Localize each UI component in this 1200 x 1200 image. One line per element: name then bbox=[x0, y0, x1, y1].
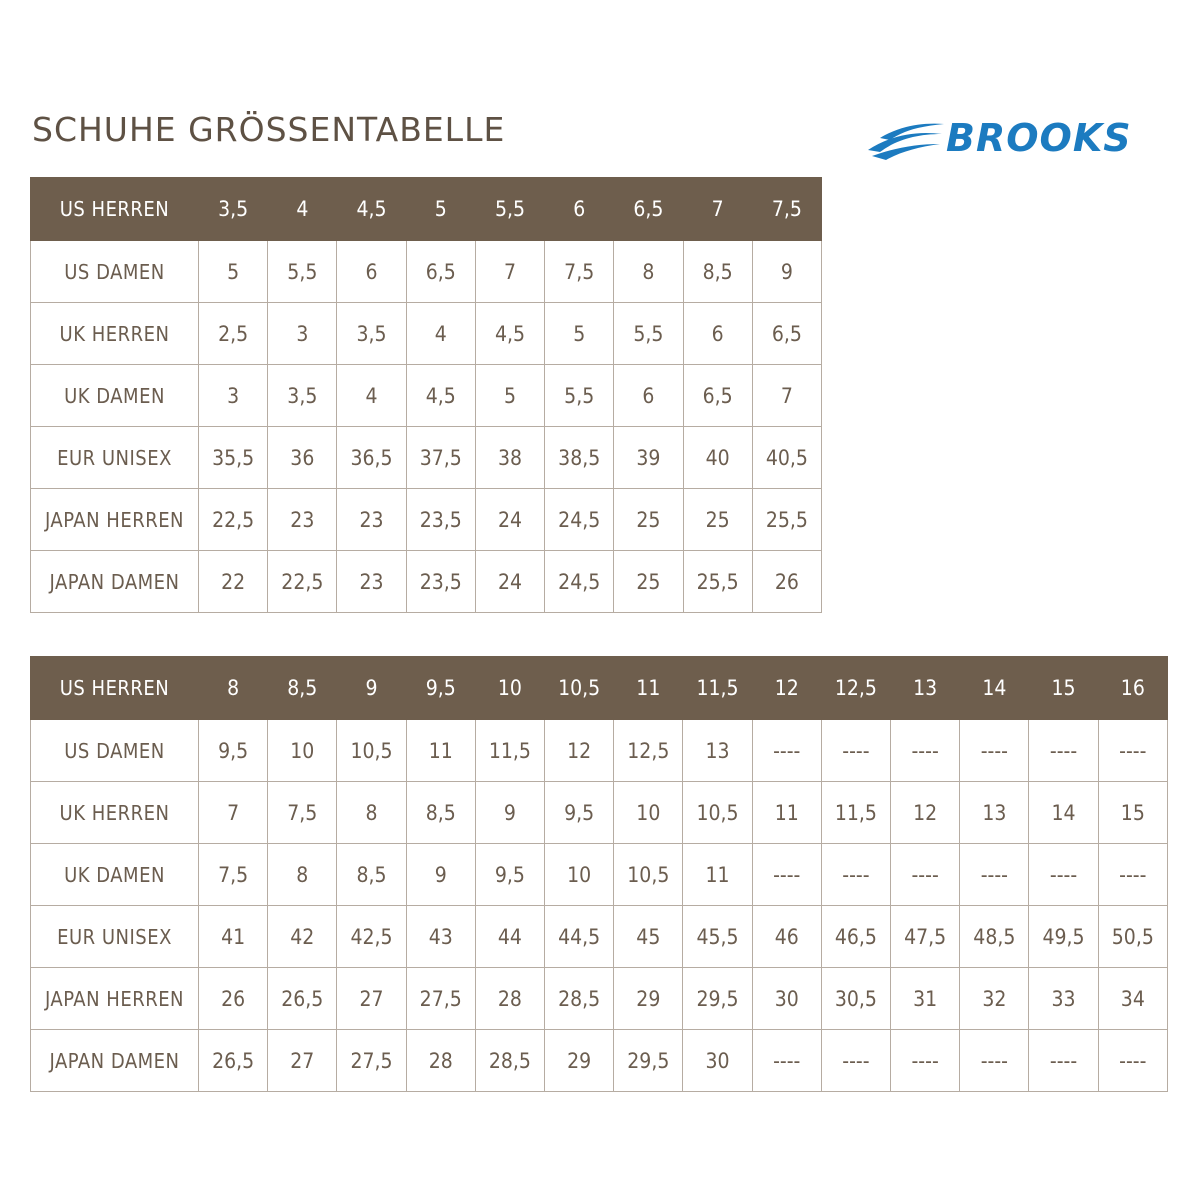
table-row bbox=[31, 720, 1168, 782]
size-cell: 5,5 bbox=[614, 303, 683, 365]
row-label-cell: JAPAN HERREN bbox=[31, 489, 199, 551]
table-row bbox=[31, 782, 1168, 844]
size-cell: 11,5 bbox=[475, 720, 544, 782]
size-cell: 26 bbox=[199, 968, 268, 1030]
size-cell: 4,5 bbox=[475, 303, 544, 365]
size-cell: 29 bbox=[614, 968, 683, 1030]
size-cell: 49,5 bbox=[1029, 906, 1098, 968]
size-cell: 40 bbox=[683, 427, 752, 489]
size-cell: 23 bbox=[337, 551, 406, 613]
size-cell: 41 bbox=[199, 906, 268, 968]
size-cell: 14 bbox=[1029, 782, 1098, 844]
table-row bbox=[31, 906, 1168, 968]
table-row bbox=[31, 365, 822, 427]
header-size-cell: 9 bbox=[337, 657, 406, 720]
header-size-cell: 6,5 bbox=[614, 178, 683, 241]
size-cell: 46,5 bbox=[821, 906, 890, 968]
size-cell: 10,5 bbox=[337, 720, 406, 782]
size-cell: 29,5 bbox=[614, 1030, 683, 1092]
size-cell: ---- bbox=[891, 1030, 960, 1092]
header-size-cell: 8 bbox=[199, 657, 268, 720]
size-cell: 5 bbox=[475, 365, 544, 427]
size-cell: 25 bbox=[614, 489, 683, 551]
size-cell: 30,5 bbox=[821, 968, 890, 1030]
size-cell: 6 bbox=[337, 241, 406, 303]
size-cell: ---- bbox=[752, 720, 821, 782]
table-row bbox=[31, 968, 1168, 1030]
size-cell: 32 bbox=[960, 968, 1029, 1030]
header-size-cell: 6 bbox=[545, 178, 614, 241]
row-label-cell: UK HERREN bbox=[31, 782, 199, 844]
size-cell: 23,5 bbox=[406, 551, 475, 613]
size-cell: 8,5 bbox=[337, 844, 406, 906]
size-cell: 23,5 bbox=[406, 489, 475, 551]
header-size-cell: 10,5 bbox=[545, 657, 614, 720]
size-cell: 7 bbox=[475, 241, 544, 303]
size-cell: 30 bbox=[752, 968, 821, 1030]
size-cell: 38,5 bbox=[545, 427, 614, 489]
size-cell: 10,5 bbox=[614, 844, 683, 906]
size-cell: ---- bbox=[821, 720, 890, 782]
size-cell: 22 bbox=[199, 551, 268, 613]
size-cell: ---- bbox=[960, 720, 1029, 782]
page-title: SCHUHE GRÖSSENTABELLE bbox=[32, 110, 506, 149]
size-cell: 4 bbox=[406, 303, 475, 365]
size-cell: 33 bbox=[1029, 968, 1098, 1030]
size-cell: 9 bbox=[752, 241, 821, 303]
size-cell: ---- bbox=[1098, 720, 1167, 782]
size-cell: 45,5 bbox=[683, 906, 752, 968]
brooks-swoosh-icon bbox=[866, 120, 946, 160]
size-cell: 5 bbox=[199, 241, 268, 303]
header-size-cell: 16 bbox=[1098, 657, 1167, 720]
size-cell: 36,5 bbox=[337, 427, 406, 489]
table-row bbox=[31, 551, 822, 613]
brand-name: BROOKS bbox=[946, 116, 1132, 160]
size-cell: 48,5 bbox=[960, 906, 1029, 968]
header-label-cell: US HERREN bbox=[31, 178, 199, 241]
header-size-cell: 5 bbox=[406, 178, 475, 241]
row-label-cell: UK DAMEN bbox=[31, 844, 199, 906]
size-cell: 25,5 bbox=[683, 551, 752, 613]
table-row bbox=[31, 1030, 1168, 1092]
size-cell: 44,5 bbox=[545, 906, 614, 968]
size-cell: 3 bbox=[268, 303, 337, 365]
header-size-cell: 5,5 bbox=[475, 178, 544, 241]
size-cell: 27,5 bbox=[406, 968, 475, 1030]
size-cell: 42 bbox=[268, 906, 337, 968]
size-cell: 2,5 bbox=[199, 303, 268, 365]
row-label-cell: EUR UNISEX bbox=[31, 427, 199, 489]
size-cell: 27 bbox=[268, 1030, 337, 1092]
size-cell: 37,5 bbox=[406, 427, 475, 489]
size-cell: 46 bbox=[752, 906, 821, 968]
size-cell: 22,5 bbox=[199, 489, 268, 551]
size-cell: 27,5 bbox=[337, 1030, 406, 1092]
size-cell: 5,5 bbox=[545, 365, 614, 427]
size-cell: 8 bbox=[337, 782, 406, 844]
size-cell: 24,5 bbox=[545, 489, 614, 551]
size-cell: ---- bbox=[752, 844, 821, 906]
size-cell: 9 bbox=[406, 844, 475, 906]
size-cell: 34 bbox=[1098, 968, 1167, 1030]
size-cell: 10 bbox=[614, 782, 683, 844]
size-cell: 11 bbox=[752, 782, 821, 844]
size-table-1 bbox=[30, 177, 822, 613]
size-cell: 24 bbox=[475, 489, 544, 551]
size-cell: 31 bbox=[891, 968, 960, 1030]
table-row bbox=[31, 489, 822, 551]
size-cell: 7,5 bbox=[199, 844, 268, 906]
size-cell: 12,5 bbox=[614, 720, 683, 782]
size-cell: 25,5 bbox=[752, 489, 821, 551]
brooks-logo bbox=[866, 112, 1158, 164]
size-cell: 13 bbox=[960, 782, 1029, 844]
table-header-row bbox=[31, 657, 1168, 720]
size-cell: 50,5 bbox=[1098, 906, 1167, 968]
size-cell: 28 bbox=[406, 1030, 475, 1092]
header-size-cell: 14 bbox=[960, 657, 1029, 720]
header-size-cell: 9,5 bbox=[406, 657, 475, 720]
size-cell: ---- bbox=[1098, 1030, 1167, 1092]
size-cell: 24 bbox=[475, 551, 544, 613]
header-size-cell: 8,5 bbox=[268, 657, 337, 720]
size-cell: ---- bbox=[1029, 1030, 1098, 1092]
size-cell: ---- bbox=[821, 844, 890, 906]
size-cell: 30 bbox=[683, 1030, 752, 1092]
table-row bbox=[31, 427, 822, 489]
size-cell: 26,5 bbox=[199, 1030, 268, 1092]
size-cell: 26 bbox=[752, 551, 821, 613]
size-cell: 4,5 bbox=[406, 365, 475, 427]
size-cell: 8,5 bbox=[683, 241, 752, 303]
size-cell: 7,5 bbox=[545, 241, 614, 303]
size-cell: 12 bbox=[891, 782, 960, 844]
size-cell: 7 bbox=[752, 365, 821, 427]
size-cell: 27 bbox=[337, 968, 406, 1030]
size-cell: 4 bbox=[337, 365, 406, 427]
size-cell: 42,5 bbox=[337, 906, 406, 968]
size-cell: 6,5 bbox=[683, 365, 752, 427]
size-cell: 28,5 bbox=[545, 968, 614, 1030]
size-cell: 5,5 bbox=[268, 241, 337, 303]
size-cell: 28 bbox=[475, 968, 544, 1030]
row-label-cell: UK HERREN bbox=[31, 303, 199, 365]
size-cell: 9 bbox=[475, 782, 544, 844]
size-cell: ---- bbox=[960, 1030, 1029, 1092]
header-size-cell: 11,5 bbox=[683, 657, 752, 720]
size-cell: 45 bbox=[614, 906, 683, 968]
size-cell: 9,5 bbox=[545, 782, 614, 844]
size-cell: ---- bbox=[1029, 720, 1098, 782]
size-cell: 6 bbox=[614, 365, 683, 427]
size-cell: 38 bbox=[475, 427, 544, 489]
header-size-cell: 3,5 bbox=[199, 178, 268, 241]
size-cell: 25 bbox=[683, 489, 752, 551]
header-size-cell: 10 bbox=[475, 657, 544, 720]
size-cell: 5 bbox=[545, 303, 614, 365]
size-cell: 8,5 bbox=[406, 782, 475, 844]
size-table-2 bbox=[30, 656, 1168, 1092]
size-cell: ---- bbox=[752, 1030, 821, 1092]
size-cell: 29,5 bbox=[683, 968, 752, 1030]
size-cell: 36 bbox=[268, 427, 337, 489]
header-size-cell: 11 bbox=[614, 657, 683, 720]
header-size-cell: 4 bbox=[268, 178, 337, 241]
size-cell: 6,5 bbox=[752, 303, 821, 365]
size-cell: ---- bbox=[821, 1030, 890, 1092]
header-label-cell: US HERREN bbox=[31, 657, 199, 720]
size-cell: 3,5 bbox=[337, 303, 406, 365]
size-cell: 10 bbox=[268, 720, 337, 782]
header-size-cell: 12 bbox=[752, 657, 821, 720]
size-cell: 28,5 bbox=[475, 1030, 544, 1092]
size-cell: 23 bbox=[337, 489, 406, 551]
table-row bbox=[31, 241, 822, 303]
size-cell: 3 bbox=[199, 365, 268, 427]
size-cell: 25 bbox=[614, 551, 683, 613]
size-cell: 40,5 bbox=[752, 427, 821, 489]
table-row bbox=[31, 844, 1168, 906]
size-cell: 8 bbox=[614, 241, 683, 303]
size-cell: 13 bbox=[683, 720, 752, 782]
size-cell: 11 bbox=[406, 720, 475, 782]
size-cell: 7 bbox=[199, 782, 268, 844]
size-cell: 8 bbox=[268, 844, 337, 906]
header-size-cell: 13 bbox=[891, 657, 960, 720]
size-cell: 9,5 bbox=[199, 720, 268, 782]
size-cell: 35,5 bbox=[199, 427, 268, 489]
size-cell: 11,5 bbox=[821, 782, 890, 844]
header-size-cell: 7 bbox=[683, 178, 752, 241]
size-cell: 47,5 bbox=[891, 906, 960, 968]
size-cell: 44 bbox=[475, 906, 544, 968]
row-label-cell: US DAMEN bbox=[31, 241, 199, 303]
size-cell: ---- bbox=[1029, 844, 1098, 906]
table-row bbox=[31, 303, 822, 365]
header-size-cell: 12,5 bbox=[821, 657, 890, 720]
size-cell: 6 bbox=[683, 303, 752, 365]
size-cell: 7,5 bbox=[268, 782, 337, 844]
size-cell: 29 bbox=[545, 1030, 614, 1092]
size-cell: 39 bbox=[614, 427, 683, 489]
row-label-cell: JAPAN HERREN bbox=[31, 968, 199, 1030]
row-label-cell: UK DAMEN bbox=[31, 365, 199, 427]
size-cell: ---- bbox=[891, 720, 960, 782]
table-header-row bbox=[31, 178, 822, 241]
size-cell: ---- bbox=[891, 844, 960, 906]
size-cell: 3,5 bbox=[268, 365, 337, 427]
size-cell: 12 bbox=[545, 720, 614, 782]
size-cell: ---- bbox=[1098, 844, 1167, 906]
size-cell: 43 bbox=[406, 906, 475, 968]
size-cell: 22,5 bbox=[268, 551, 337, 613]
size-cell: 9,5 bbox=[475, 844, 544, 906]
size-cell: 11 bbox=[683, 844, 752, 906]
size-cell: 10 bbox=[545, 844, 614, 906]
header-size-cell: 15 bbox=[1029, 657, 1098, 720]
size-cell: 23 bbox=[268, 489, 337, 551]
size-cell: ---- bbox=[960, 844, 1029, 906]
size-cell: 15 bbox=[1098, 782, 1167, 844]
size-cell: 6,5 bbox=[406, 241, 475, 303]
row-label-cell: JAPAN DAMEN bbox=[31, 551, 199, 613]
size-cell: 10,5 bbox=[683, 782, 752, 844]
header-size-cell: 7,5 bbox=[752, 178, 821, 241]
row-label-cell: JAPAN DAMEN bbox=[31, 1030, 199, 1092]
row-label-cell: US DAMEN bbox=[31, 720, 199, 782]
size-cell: 26,5 bbox=[268, 968, 337, 1030]
size-cell: 24,5 bbox=[545, 551, 614, 613]
row-label-cell: EUR UNISEX bbox=[31, 906, 199, 968]
header-size-cell: 4,5 bbox=[337, 178, 406, 241]
